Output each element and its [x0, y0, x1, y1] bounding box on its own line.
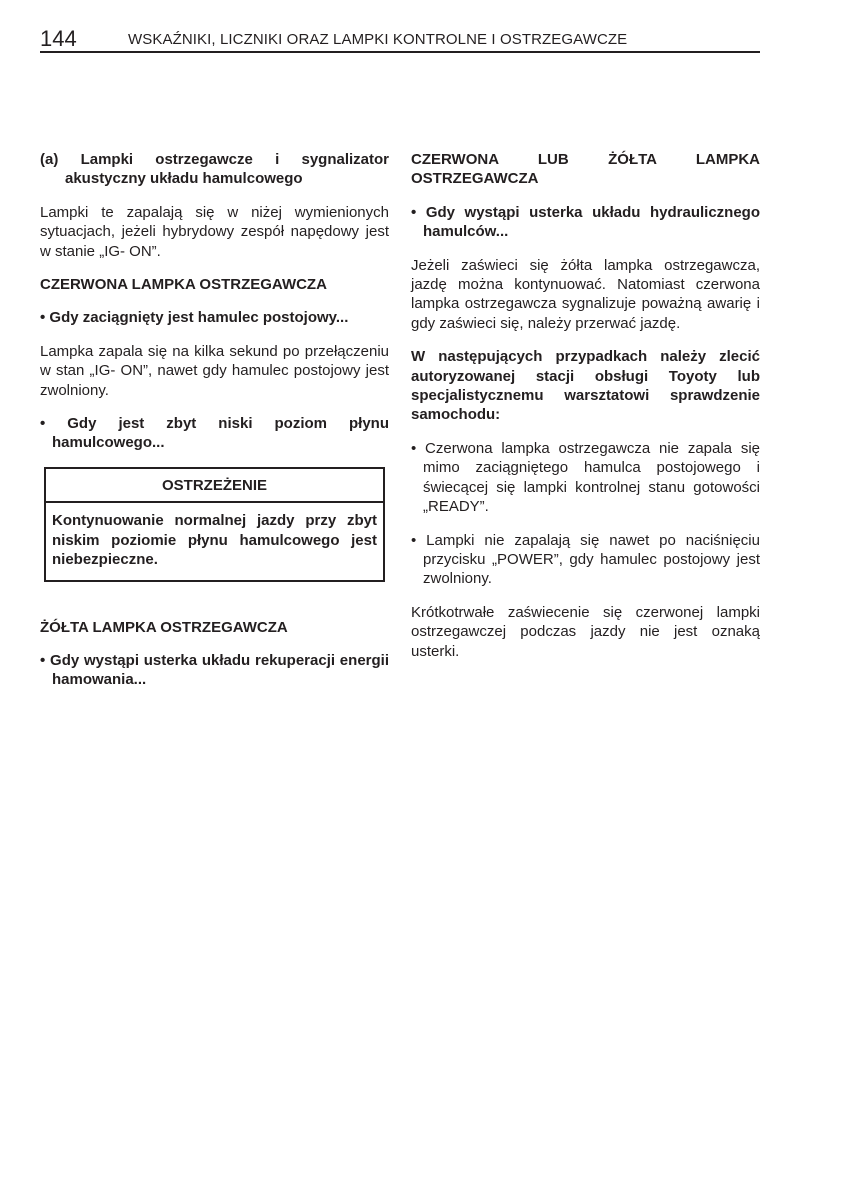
page-number: 144	[40, 26, 77, 51]
warning-box	[44, 467, 385, 582]
red-or-yellow-heading: CZERWONA LUB ŻÓŁTA LAMPKA OSTRZEGAWCZA	[411, 151, 760, 188]
section-heading: (a) Lampki ostrzegawcze i sygnalizator akustyczny układu hamulcowego	[40, 151, 389, 188]
bullet-hydraulic-failure: • Gdy wystąpi usterka układu hydraulicznego hamulców...	[411, 203, 760, 241]
list-item: • Czerwona lampka ostrzegawcza nie zapala się mimo zaciągniętego hamulca postojowego i świecącej się lampki kontrolnej stanu gotowości „READY”.	[411, 439, 760, 516]
warning-text: Kontynuowanie normalnej jazdy przy zbyt niskim poziomie płynu hamulcowego jest niebezpieczne.	[52, 512, 377, 569]
warning-title: OSTRZEŻENIE	[46, 469, 383, 503]
parking-brake-paragraph: Lampka zapala się na kilka sekund po przełączeniu w stan „IG- ON”, nawet gdy hamulec postojowy jest zwolniony.	[40, 342, 389, 399]
bullet-parking-brake: • Gdy zaciągnięty jest hamulec postojowy...	[40, 309, 349, 327]
bullet-regenerative-braking: • Gdy wystąpi usterka układu rekuperacji energii hamowania...	[40, 651, 389, 689]
page-header	[40, 24, 760, 54]
bullet-brake-fluid: • Gdy jest zbyt niski poziom płynu hamulcowego...	[40, 415, 389, 452]
chapter-title: WSKAŹNIKI, LICZNIKI ORAZ LAMPKI KONTROLNE I OSTRZEGAWCZE	[128, 31, 628, 48]
closing-paragraph: Krótkotrwałe zaświecenie się czerwonej lampki ostrzegawczej podczas jazdy nie jest oznaką usterki.	[411, 603, 760, 660]
red-lamp-heading: CZERWONA LAMPKA OSTRZEGAWCZA	[40, 276, 327, 294]
service-instruction: W następujących przypadkach należy zlecić autoryzowanej stacji obsługi Toyoty lub specjalistycznemu warsztatowi sprawdzenie samochodu:	[411, 348, 760, 424]
yellow-lamp-heading: ŻÓŁTA LAMPKA OSTRZEGAWCZA	[40, 618, 288, 636]
left-column	[40, 150, 389, 704]
header-rule	[40, 51, 760, 53]
intro-paragraph: Lampki te zapalają się w niżej wymienionych sytuacjach, jeżeli hybrydowy zespół napędowy jest w stanie „IG- ON”.	[40, 203, 389, 260]
list-item: • Lampki nie zapalają się nawet po naciśnięciu przycisku „POWER”, gdy hamulec postojowy jest zwolniony.	[411, 531, 760, 588]
right-column	[411, 150, 760, 675]
hydraulic-paragraph: Jeżeli zaświeci się żółta lampka ostrzegawcza, jazdę można kontynuować. Natomiast czerwona lampka ostrzegawcza sygnalizuje poważną awarię i gdy zaświeci się, należy przerwać jazdę.	[411, 256, 760, 332]
